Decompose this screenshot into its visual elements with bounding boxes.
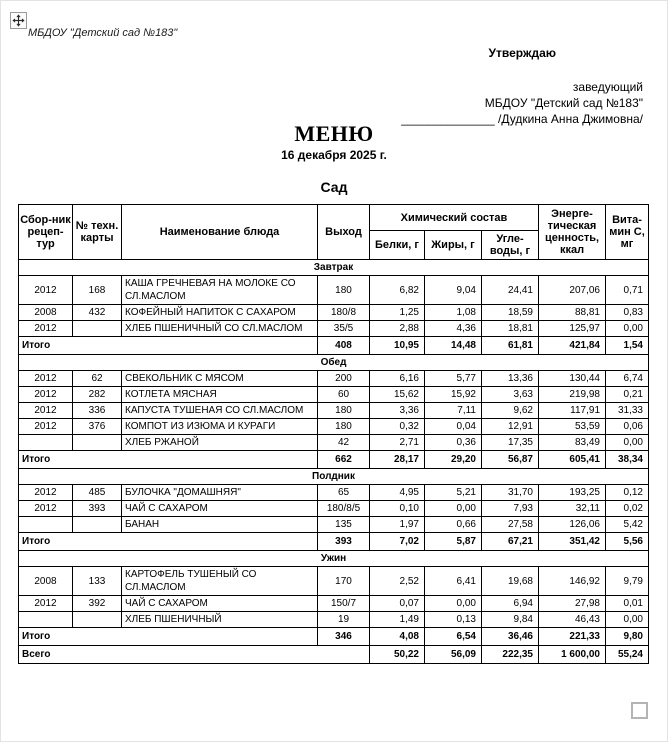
header-protein: Белки, г: [370, 231, 425, 260]
menu-date: 16 декабря 2025 г.: [281, 148, 387, 162]
cell-carbs: 13,36: [482, 371, 539, 387]
cell-tech-card: 336: [73, 403, 122, 419]
table-row: [19, 305, 649, 321]
menu-table-body: [19, 260, 649, 664]
cell-fat: 0,36: [425, 435, 482, 451]
header-energy: Энерге-тическая ценность, ккал: [539, 205, 606, 260]
total-label: Итого: [19, 533, 318, 551]
cell-energy: 207,06: [539, 276, 606, 305]
table-row: [19, 501, 649, 517]
total-value: 67,21: [482, 533, 539, 551]
cell-energy: 125,97: [539, 321, 606, 337]
table-row: [19, 435, 649, 451]
section-title: Завтрак: [19, 260, 649, 276]
total-value: 6,54: [425, 628, 482, 646]
cell-tech-card: 485: [73, 485, 122, 501]
total-value: 38,34: [606, 451, 649, 469]
cell-output: 35/5: [318, 321, 370, 337]
section-title: Полдник: [19, 469, 649, 485]
table-row: [19, 596, 649, 612]
approve-org: МБДОУ "Детский сад №183": [484, 96, 643, 110]
cell-recipe-book: 2012: [19, 321, 73, 337]
total-value: 10,95: [370, 337, 425, 355]
total-value: 36,46: [482, 628, 539, 646]
cell-dish-name: ХЛЕБ ПШЕНИЧНЫЙ: [122, 612, 318, 628]
header-vitamin-c: Вита-мин С, мг: [606, 205, 649, 260]
grand-total-value: 50,22: [370, 646, 425, 664]
cell-vitamin-c: 31,33: [606, 403, 649, 419]
cell-tech-card: [73, 321, 122, 337]
section-title: Обед: [19, 355, 649, 371]
cell-recipe-book: [19, 517, 73, 533]
cell-energy: 88,81: [539, 305, 606, 321]
cell-fat: 0,00: [425, 596, 482, 612]
signature-line: ______________: [401, 112, 495, 126]
section-total-row: [19, 451, 649, 469]
cell-vitamin-c: 0,06: [606, 419, 649, 435]
cell-recipe-book: 2012: [19, 371, 73, 387]
cell-tech-card: 62: [73, 371, 122, 387]
cell-vitamin-c: 0,01: [606, 596, 649, 612]
cell-output: 180/8/5: [318, 501, 370, 517]
grand-total-value: 56,09: [425, 646, 482, 664]
cell-dish-name: ЧАЙ С САХАРОМ: [122, 596, 318, 612]
header-chemical-composition: Химический состав: [370, 205, 539, 231]
section-total-row: [19, 533, 649, 551]
cell-carbs: 18,59: [482, 305, 539, 321]
cell-dish-name: СВЕКОЛЬНИК С МЯСОМ: [122, 371, 318, 387]
cell-fat: 7,11: [425, 403, 482, 419]
cell-energy: 117,91: [539, 403, 606, 419]
section-header-row: [19, 260, 649, 276]
cell-tech-card: [73, 517, 122, 533]
grand-total-value: 55,24: [606, 646, 649, 664]
approve-title: Утверждаю: [488, 46, 556, 60]
cell-carbs: 18,81: [482, 321, 539, 337]
cell-protein: 1,25: [370, 305, 425, 321]
section-header-row: [19, 355, 649, 371]
header-recipe-book: Сбор-ник рецеп-тур: [19, 205, 73, 260]
cell-energy: 219,98: [539, 387, 606, 403]
cell-tech-card: 168: [73, 276, 122, 305]
grand-total-label: Всего: [19, 646, 370, 664]
cell-recipe-book: 2012: [19, 596, 73, 612]
cell-tech-card: 393: [73, 501, 122, 517]
cell-fat: 0,66: [425, 517, 482, 533]
cell-dish-name: ХЛЕБ ПШЕНИЧНЫЙ СО СЛ.МАСЛОМ: [122, 321, 318, 337]
cell-energy: 32,11: [539, 501, 606, 517]
cell-output: 180: [318, 276, 370, 305]
cell-recipe-book: 2012: [19, 403, 73, 419]
header-dish-name: Наименование блюда: [122, 205, 318, 260]
cell-carbs: 19,68: [482, 567, 539, 596]
cell-fat: 0,13: [425, 612, 482, 628]
cell-carbs: 31,70: [482, 485, 539, 501]
cell-tech-card: 392: [73, 596, 122, 612]
cell-vitamin-c: 0,00: [606, 435, 649, 451]
cell-dish-name: ЧАЙ С САХАРОМ: [122, 501, 318, 517]
cell-protein: 1,97: [370, 517, 425, 533]
cell-dish-name: ХЛЕБ РЖАНОЙ: [122, 435, 318, 451]
page-title: МЕНЮ: [294, 121, 374, 146]
cell-carbs: 17,35: [482, 435, 539, 451]
table-row: [19, 567, 649, 596]
cell-fat: 4,36: [425, 321, 482, 337]
cell-protein: 0,32: [370, 419, 425, 435]
cell-dish-name: КОТЛЕТА МЯСНАЯ: [122, 387, 318, 403]
menu-table: [18, 204, 649, 664]
cell-energy: 27,98: [539, 596, 606, 612]
cell-protein: 2,88: [370, 321, 425, 337]
cell-tech-card: [73, 435, 122, 451]
cell-output: 65: [318, 485, 370, 501]
total-output: 408: [318, 337, 370, 355]
cell-output: 60: [318, 387, 370, 403]
cell-output: 135: [318, 517, 370, 533]
cell-protein: 15,62: [370, 387, 425, 403]
cell-carbs: 27,58: [482, 517, 539, 533]
cell-vitamin-c: 0,21: [606, 387, 649, 403]
org-name: МБДОУ "Детский сад №183": [28, 27, 178, 39]
section-total-row: [19, 628, 649, 646]
total-value: 221,33: [539, 628, 606, 646]
cell-recipe-book: 2012: [19, 501, 73, 517]
cell-recipe-book: 2008: [19, 305, 73, 321]
cell-recipe-book: 2012: [19, 387, 73, 403]
signature-name: /Дудкина Анна Джимовна/: [498, 112, 643, 126]
total-value: 605,41: [539, 451, 606, 469]
cell-fat: 15,92: [425, 387, 482, 403]
table-row: [19, 517, 649, 533]
total-value: 5,56: [606, 533, 649, 551]
total-value: 28,17: [370, 451, 425, 469]
section-header-row: [19, 551, 649, 567]
cell-recipe-book: 2012: [19, 485, 73, 501]
cell-vitamin-c: 9,79: [606, 567, 649, 596]
cell-energy: 83,49: [539, 435, 606, 451]
cell-output: 180/8: [318, 305, 370, 321]
cell-vitamin-c: 0,12: [606, 485, 649, 501]
cell-fat: 5,77: [425, 371, 482, 387]
cell-protein: 2,71: [370, 435, 425, 451]
cell-dish-name: КОМПОТ ИЗ ИЗЮМА И КУРАГИ: [122, 419, 318, 435]
total-output: 662: [318, 451, 370, 469]
cell-vitamin-c: 0,83: [606, 305, 649, 321]
header-carbs: Угле-воды, г: [482, 231, 539, 260]
table-move-handle[interactable]: [10, 12, 27, 29]
cell-tech-card: [73, 612, 122, 628]
cell-dish-name: КАША ГРЕЧНЕВАЯ НА МОЛОКЕ СО СЛ.МАСЛОМ: [122, 276, 318, 305]
total-label: Итого: [19, 451, 318, 469]
cell-output: 170: [318, 567, 370, 596]
cell-carbs: 3,63: [482, 387, 539, 403]
approval-block: [401, 45, 643, 127]
group-name: Сад: [320, 179, 348, 195]
cell-vitamin-c: 0,00: [606, 612, 649, 628]
total-output: 346: [318, 628, 370, 646]
total-value: 14,48: [425, 337, 482, 355]
cell-tech-card: 432: [73, 305, 122, 321]
move-arrows-icon: [12, 14, 25, 27]
cell-output: 150/7: [318, 596, 370, 612]
cell-carbs: 9,84: [482, 612, 539, 628]
header-fat: Жиры, г: [425, 231, 482, 260]
cell-fat: 0,00: [425, 501, 482, 517]
total-value: 351,42: [539, 533, 606, 551]
cell-carbs: 12,91: [482, 419, 539, 435]
cell-recipe-book: 2012: [19, 276, 73, 305]
total-value: 29,20: [425, 451, 482, 469]
cell-protein: 3,36: [370, 403, 425, 419]
table-row: [19, 371, 649, 387]
cell-output: 42: [318, 435, 370, 451]
cell-energy: 193,25: [539, 485, 606, 501]
grand-total-value: 222,35: [482, 646, 539, 664]
cell-output: 200: [318, 371, 370, 387]
header-output: Выход: [318, 205, 370, 260]
cell-carbs: 9,62: [482, 403, 539, 419]
table-row: [19, 485, 649, 501]
cell-fat: 1,08: [425, 305, 482, 321]
cell-recipe-book: [19, 435, 73, 451]
table-row: [19, 321, 649, 337]
cell-protein: 0,10: [370, 501, 425, 517]
cell-tech-card: 376: [73, 419, 122, 435]
total-label: Итого: [19, 628, 318, 646]
approve-position: заведующий: [572, 80, 643, 94]
cell-recipe-book: 2008: [19, 567, 73, 596]
cell-carbs: 6,94: [482, 596, 539, 612]
cell-vitamin-c: 0,71: [606, 276, 649, 305]
total-value: 4,08: [370, 628, 425, 646]
cell-fat: 9,04: [425, 276, 482, 305]
cell-protein: 4,95: [370, 485, 425, 501]
cell-vitamin-c: 0,00: [606, 321, 649, 337]
total-output: 393: [318, 533, 370, 551]
cell-fat: 6,41: [425, 567, 482, 596]
cell-carbs: 7,93: [482, 501, 539, 517]
table-header: [19, 205, 649, 260]
total-value: 1,54: [606, 337, 649, 355]
cell-vitamin-c: 5,42: [606, 517, 649, 533]
cell-recipe-book: [19, 612, 73, 628]
table-row: [19, 276, 649, 305]
total-value: 61,81: [482, 337, 539, 355]
cell-output: 180: [318, 419, 370, 435]
cell-dish-name: КАПУСТА ТУШЕНАЯ СО СЛ.МАСЛОМ: [122, 403, 318, 419]
cell-recipe-book: 2012: [19, 419, 73, 435]
header-tech-card: № техн. карты: [73, 205, 122, 260]
cell-tech-card: 282: [73, 387, 122, 403]
cell-vitamin-c: 6,74: [606, 371, 649, 387]
total-value: 7,02: [370, 533, 425, 551]
cell-output: 19: [318, 612, 370, 628]
table-resize-handle[interactable]: [631, 702, 648, 719]
cell-energy: 130,44: [539, 371, 606, 387]
total-value: 5,87: [425, 533, 482, 551]
section-total-row: [19, 337, 649, 355]
section-title: Ужин: [19, 551, 649, 567]
total-label: Итого: [19, 337, 318, 355]
cell-carbs: 24,41: [482, 276, 539, 305]
table-row: [19, 403, 649, 419]
cell-energy: 146,92: [539, 567, 606, 596]
cell-output: 180: [318, 403, 370, 419]
cell-fat: 0,04: [425, 419, 482, 435]
cell-energy: 46,43: [539, 612, 606, 628]
cell-protein: 0,07: [370, 596, 425, 612]
cell-protein: 1,49: [370, 612, 425, 628]
cell-protein: 2,52: [370, 567, 425, 596]
grand-total-value: 1 600,00: [539, 646, 606, 664]
total-value: 56,87: [482, 451, 539, 469]
cell-dish-name: БАНАН: [122, 517, 318, 533]
table-row: [19, 419, 649, 435]
cell-energy: 126,06: [539, 517, 606, 533]
cell-tech-card: 133: [73, 567, 122, 596]
section-header-row: [19, 469, 649, 485]
cell-dish-name: КАРТОФЕЛЬ ТУШЕНЫЙ СО СЛ.МАСЛОМ: [122, 567, 318, 596]
cell-fat: 5,21: [425, 485, 482, 501]
cell-dish-name: БУЛОЧКА "ДОМАШНЯЯ": [122, 485, 318, 501]
cell-vitamin-c: 0,02: [606, 501, 649, 517]
cell-dish-name: КОФЕЙНЫЙ НАПИТОК С САХАРОМ: [122, 305, 318, 321]
cell-energy: 53,59: [539, 419, 606, 435]
table-row: [19, 612, 649, 628]
table-row: [19, 387, 649, 403]
total-value: 9,80: [606, 628, 649, 646]
total-value: 421,84: [539, 337, 606, 355]
grand-total-row: [19, 646, 649, 664]
cell-protein: 6,82: [370, 276, 425, 305]
cell-protein: 6,16: [370, 371, 425, 387]
